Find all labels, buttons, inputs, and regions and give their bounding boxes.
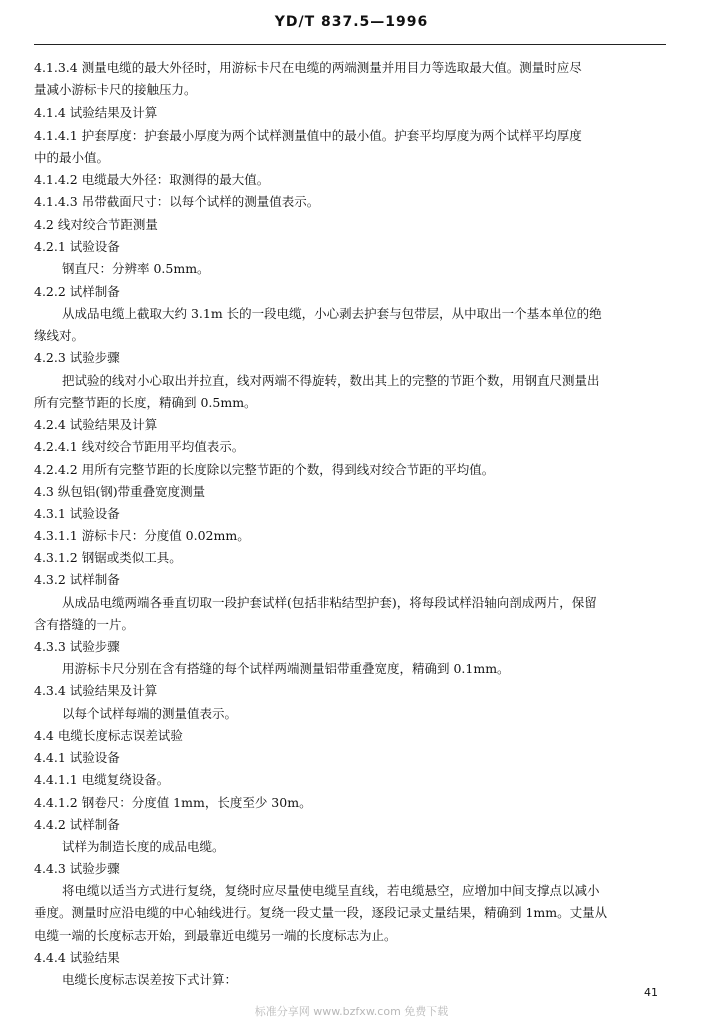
body-line: 4.3.3 试验步骤: [34, 639, 120, 654]
body-line: 4.2.2 试样制备: [34, 284, 120, 299]
body-line: 4.3.1.1 游标卡尺：分度值 0.02mm。: [34, 528, 250, 543]
body-line: 4.3.2 试样制备: [34, 572, 120, 587]
body-line: 从成品电缆上截取大约 3.1m 长的一段电缆，小心剥去护套与包带层，从中取出一个基本单位的绝: [62, 306, 602, 321]
body-line: 量减小游标卡尺的接触压力。: [34, 82, 197, 97]
body-line: 4.3 纵包铝(钢)带重叠宽度测量: [34, 484, 206, 499]
body-line: 钢直尺：分辨率 0.5mm。: [62, 261, 210, 276]
body-line: 电缆长度标志误差按下式计算：: [62, 972, 238, 987]
body-line: 4.1.4.2 电缆最大外径：取测得的最大值。: [34, 172, 270, 187]
body-line: 缘线对。: [34, 328, 85, 343]
body-line: 4.4.1.1 电缆复绕设备。: [34, 772, 170, 787]
body-line: 所有完整节距的长度，精确到 0.5mm。: [34, 395, 257, 410]
body-line: 中的最小值。: [34, 150, 110, 165]
body-line: 4.4.1.2 钢卷尺：分度值 1mm，长度至少 30m。: [34, 795, 312, 810]
body-line: 4.4.3 试验步骤: [34, 861, 120, 876]
body-line: 以每个试样每端的测量值表示。: [62, 706, 238, 721]
document-header: YD/T 837.5—1996: [274, 14, 429, 30]
body-line: 用游标卡尺分别在含有搭缝的每个试样两端测量铝带重叠宽度，精确到 0.1mm。: [62, 661, 510, 676]
body-line: 把试验的线对小心取出并拉直，线对两端不得旋转，数出其上的完整的节距个数，用钢直尺测量出: [62, 373, 600, 388]
body-line: 4.3.1 试验设备: [34, 506, 120, 521]
page-number: 41: [644, 986, 658, 999]
body-line: 4.4.4 试验结果: [34, 950, 120, 965]
header-rule: [34, 44, 666, 45]
body-line: 4.2.4 试验结果及计算: [34, 417, 158, 432]
body-line: 垂度。测量时应沿电缆的中心轴线进行。复绕一段丈量一段，逐段记录丈量结果，精确到 1mm。丈量从: [34, 905, 608, 920]
body-line: 4.3.1.2 钢锯或类似工具。: [34, 550, 182, 565]
body-line: 4.2.4.1 线对绞合节距用平均值表示。: [34, 439, 245, 454]
body-line: 含有搭缝的一片。: [34, 617, 135, 632]
body-line: 4.1.4.1 护套厚度：护套最小厚度为两个试样测量值中的最小值。护套平均厚度为两个试样平均厚度: [34, 128, 582, 143]
watermark-footer: 标准分享网 www.bzfxw.com 免费下载: [254, 1005, 449, 1018]
body-line: 将电缆以适当方式进行复绕，复绕时应尽量使电缆呈直线，若电缆悬空，应增加中间支撑点以减小: [62, 883, 600, 898]
body-line: 从成品电缆两端各垂直切取一段护套试样(包括非粘结型护套)，将每段试样沿轴向剖成两片，保留: [62, 595, 597, 610]
body-line: 4.1.3.4 测量电缆的最大外径时，用游标卡尺在电缆的两端测量并用目力等选取最大值。测量时应尽: [34, 60, 582, 75]
body-line: 4.3.4 试验结果及计算: [34, 683, 158, 698]
body-line: 4.1.4 试验结果及计算: [34, 105, 158, 120]
body-line: 4.4 电缆长度标志误差试验: [34, 728, 183, 743]
body-line: 试样为制造长度的成品电缆。: [62, 839, 225, 854]
body-line: 4.2 线对绞合节距测量: [34, 217, 158, 232]
body-line: 4.2.4.2 用所有完整节距的长度除以完整节距的个数，得到线对绞合节距的平均值。: [34, 462, 495, 477]
body-line: 4.4.2 试样制备: [34, 817, 120, 832]
body-line: 4.1.4.3 吊带截面尺寸：以每个试样的测量值表示。: [34, 194, 320, 209]
body-line: 4.4.1 试验设备: [34, 750, 120, 765]
body-line: 4.2.1 试验设备: [34, 239, 120, 254]
body-line: 4.2.3 试验步骤: [34, 350, 120, 365]
body-line: 电缆一端的长度标志开始，到最靠近电缆另一端的长度标志为止。: [34, 928, 397, 943]
